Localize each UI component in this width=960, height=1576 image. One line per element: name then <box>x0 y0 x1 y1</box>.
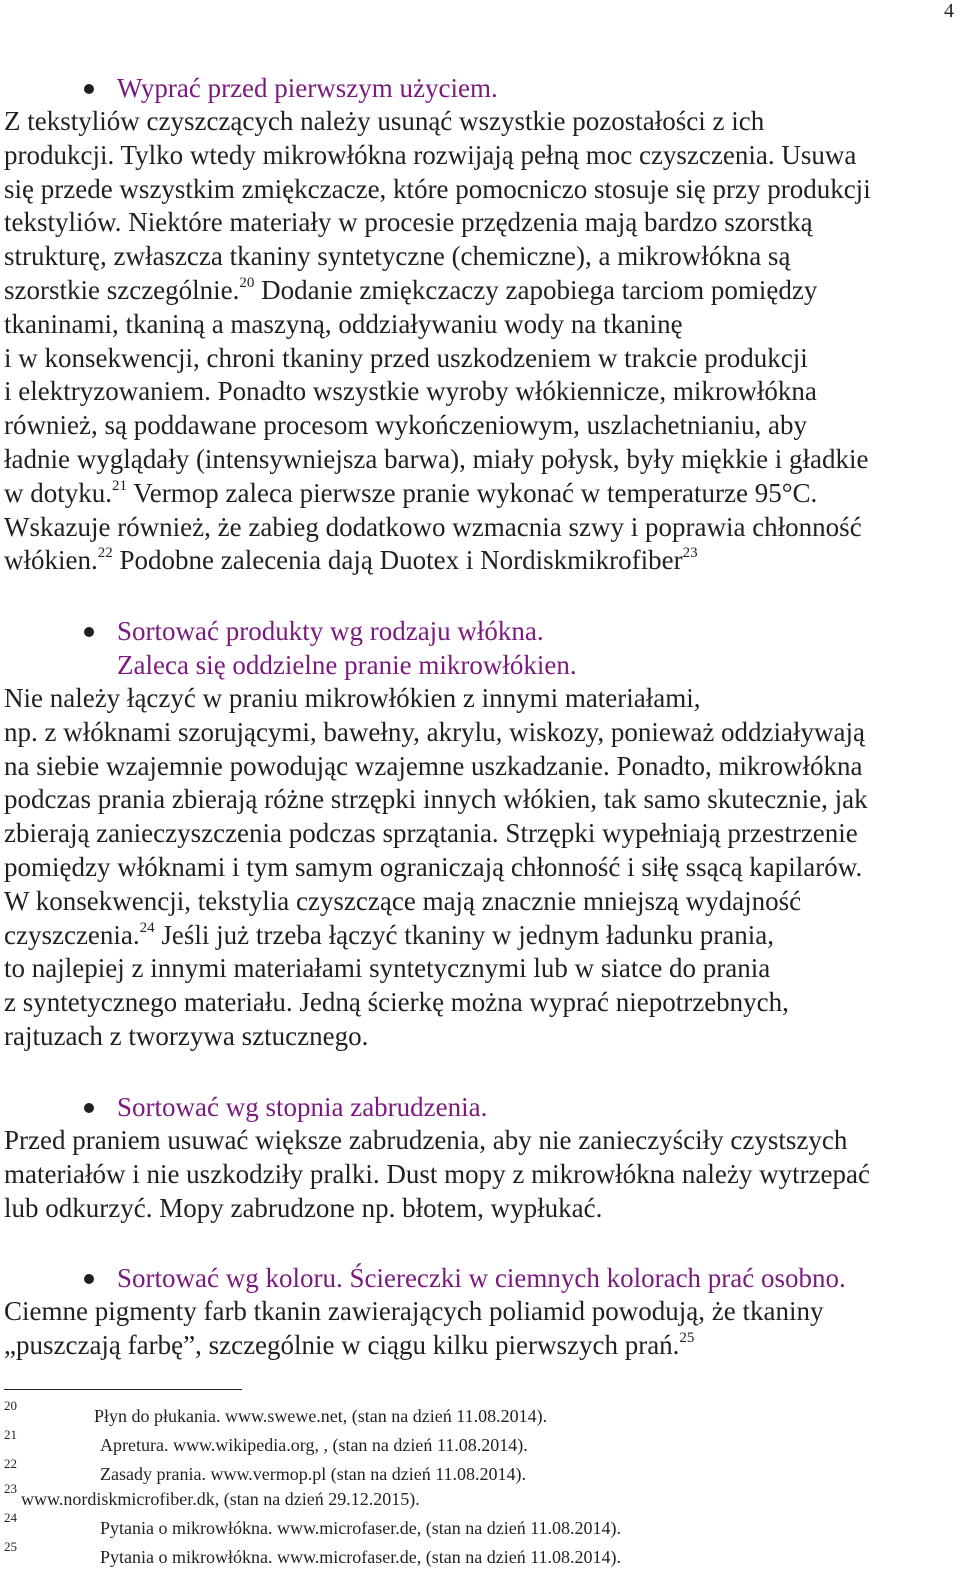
footnote-number: 25 <box>4 1539 17 1554</box>
text-segment: strukturę, zwłaszcza tkaniny syntetyczne (chemiczne), a mikrowłókna są <box>4 241 791 272</box>
bullet-subheading: Zaleca się oddzielne pranie mikrowłókien. <box>117 650 577 680</box>
text-line <box>4 409 956 443</box>
bullet-heading <box>4 1090 956 1124</box>
text-segment: W konsekwencji, tekstylia czyszczące mają znacznie mniejszą wydajność <box>4 885 802 916</box>
text-segment: Nie należy łączyć w praniu mikrowłókien z innymi materiałami, <box>4 683 701 713</box>
text-segment: również, są poddawane procesom wykończeniowym, uszlachetnianiu, aby <box>4 410 807 441</box>
footnote-text: Pytania o mikrowłókna. www.microfaser.de, (stan na dzień 11.08.2014). <box>100 1518 622 1538</box>
footnote <box>4 1456 527 1485</box>
text-line <box>4 139 956 173</box>
text-line <box>4 783 956 817</box>
text-line <box>4 274 956 308</box>
bullet-heading <box>4 614 956 648</box>
bullet-heading <box>4 71 956 105</box>
text-segment: rajtuzach z tworzywa sztucznego. <box>4 1020 369 1051</box>
paragraph <box>4 1295 956 1363</box>
footnote-ref: 24 <box>139 919 155 936</box>
section-sort-by-fiber <box>4 614 956 1054</box>
text-line <box>4 919 956 953</box>
section-wash-before-use <box>4 71 956 578</box>
text-line <box>4 682 956 716</box>
text-segment: Podobne zalecenia dają Duotex i Nordiskmikrofiber <box>112 545 683 576</box>
footnote-text: Apretura. www.wikipedia.org, , (stan na dzień 11.08.2014). <box>100 1435 528 1455</box>
text-line <box>4 716 956 750</box>
footnote-number: 21 <box>4 1427 17 1442</box>
text-line <box>4 1295 956 1329</box>
text-line <box>4 986 956 1020</box>
footnote-number: 22 <box>4 1456 17 1471</box>
text-line <box>4 477 956 511</box>
text-segment: pomiędzy włóknami i tym samym ograniczają chłonność i siłę ssącą kapilarów. <box>4 851 863 882</box>
bullet-heading-text: Wyprać przed pierwszym użyciem. <box>117 73 498 103</box>
text-segment: lub odkurzyć. Mopy zabrudzone np. błotem, wypłukać. <box>4 1192 603 1223</box>
bullet-icon <box>84 1103 94 1113</box>
text-segment: z syntetycznego materiału. Jedną ścierkę można wyprać niepotrzebnych, <box>4 987 789 1018</box>
text-segment: ładnie wyglądały (intensywniejsza barwa), miały połysk, były miękkie i gładkie <box>4 443 869 474</box>
footnote-ref: 21 <box>112 477 127 494</box>
footnote-text: Zasady prania. www.vermop.pl (stan na dzień 11.08.2014). <box>100 1464 527 1484</box>
text-segment: Ciemne pigmenty farb tkanin zawierających poliamid powodują, że tkaniny <box>4 1296 824 1326</box>
text-segment: włókien. <box>4 545 98 576</box>
text-line <box>4 240 956 274</box>
paragraph <box>4 1124 956 1225</box>
text-line <box>4 308 956 342</box>
text-line <box>4 443 956 477</box>
bullet-heading-text: Sortować wg koloru. Ściereczki w ciemnych kolorach prać osobno. <box>117 1263 846 1293</box>
text-segment: Vermop zaleca pierwsze pranie wykonać w temperaturze 95°C. <box>127 477 818 508</box>
footnote-text: Pytania o mikrowłókna. www.microfaser.de, (stan na dzień 11.08.2014). <box>100 1547 622 1567</box>
bullet-heading-text: Sortować wg stopnia zabrudzenia. <box>117 1092 488 1122</box>
page-number: 4 <box>944 0 954 22</box>
text-segment: materiałów i nie uszkodziły pralki. Dust mopy z mikrowłókna należy wytrzepać <box>4 1158 870 1189</box>
footnote-number: 23 <box>4 1481 17 1496</box>
bullet-icon <box>84 84 94 94</box>
text-line <box>4 750 956 784</box>
paragraph <box>4 105 956 578</box>
text-line <box>4 544 956 578</box>
text-segment: czyszczenia. <box>4 919 140 950</box>
footnote <box>4 1539 622 1568</box>
text-segment: to najlepiej z innymi materiałami syntetycznymi lub w siatce do prania <box>4 953 771 984</box>
text-line <box>4 885 956 919</box>
text-line <box>4 511 956 545</box>
text-segment: w dotyku. <box>4 477 112 508</box>
text-line <box>4 342 956 376</box>
text-segment: się przede wszystkim zmiękczacze, które pomocniczo stosuje się przy produkcji <box>4 173 871 204</box>
text-line <box>4 851 956 885</box>
text-segment: Z tekstyliów czyszczących należy usunąć wszystkie pozostałości z ich <box>4 106 765 136</box>
text-segment: „puszczają farbę”, szczególnie w ciągu kilku pierwszych prań. <box>4 1329 680 1360</box>
text-segment: Wskazuje również, że zabieg dodatkowo wzmacnia szwy i poprawia chłonność <box>4 511 862 542</box>
text-line <box>4 1158 956 1192</box>
footnote-ref: 20 <box>239 274 255 291</box>
text-line <box>4 1192 956 1226</box>
text-segment: i w konsekwencji, chroni tkaniny przed uszkodzeniem w trakcie produkcji <box>4 342 808 373</box>
paragraph <box>4 682 956 1054</box>
footnote-number: 20 <box>4 1398 17 1413</box>
text-segment: zbierają zanieczyszczenia podczas sprzątania. Strzępki wypełniają przestrzenie <box>4 818 858 849</box>
text-line <box>4 1124 956 1158</box>
text-line <box>4 375 956 409</box>
section-sort-by-color <box>4 1261 956 1363</box>
footnote-number: 24 <box>4 1510 17 1525</box>
text-line <box>4 105 956 139</box>
text-segment: tekstyliów. Niektóre materiały w procesie przędzenia mają bardzo szorstką <box>4 207 813 238</box>
text-segment: Przed praniem usuwać większe zabrudzenia, aby nie zanieczyściły czystszych <box>4 1125 848 1155</box>
text-line <box>4 817 956 851</box>
section-sort-by-soiling <box>4 1090 956 1225</box>
footnote-text: www.nordiskmicrofiber.dk, (stan na dzień 29.12.2015). <box>21 1489 420 1509</box>
footnote <box>4 1427 528 1456</box>
text-segment: szorstkie szczególnie. <box>4 274 240 305</box>
footnote-ref: 22 <box>97 545 113 562</box>
footnote-ref: 25 <box>679 1329 695 1346</box>
text-line <box>4 1329 956 1363</box>
footnote-text: Płyn do płukania. www.swewe.net, (stan na dzień 11.08.2014). <box>94 1406 548 1426</box>
text-line <box>4 173 956 207</box>
text-line <box>4 1020 956 1054</box>
footnote <box>4 1510 622 1539</box>
text-segment: podczas prania zbierają różne strzępki innych włókien, tak samo skutecznie, jak <box>4 784 868 815</box>
text-segment: tkaninami, tkaniną a maszyną, oddziaływaniu wody na tkaninę <box>4 308 683 339</box>
footnote <box>4 1398 548 1427</box>
bullet-heading-text: Sortować produkty wg rodzaju włókna. <box>117 616 544 646</box>
text-segment: np. z włóknami szorującymi, bawełny, akrylu, wiskozy, ponieważ oddziaływają <box>4 716 865 747</box>
text-segment: Jeśli już trzeba łączyć tkaniny w jednym ładunku prania, <box>154 919 774 950</box>
footnote-separator <box>4 1389 242 1390</box>
footnote <box>4 1481 420 1510</box>
text-line <box>4 952 956 986</box>
footnote-ref: 23 <box>682 545 698 562</box>
text-segment: na siebie wzajemnie powodując wzajemne uszkadzanie. Ponadto, mikrowłókna <box>4 750 863 781</box>
text-segment: produkcji. Tylko wtedy mikrowłókna rozwijają pełną moc czyszczenia. Usuwa <box>4 139 857 170</box>
bullet-icon <box>84 627 94 637</box>
text-segment: Dodanie zmiękczaczy zapobiega tarciom pomiędzy <box>254 274 818 305</box>
bullet-heading <box>4 1261 956 1295</box>
bullet-icon <box>84 1274 94 1284</box>
text-line <box>4 206 956 240</box>
text-segment: i elektryzowaniem. Ponadto wszystkie wyroby włókiennicze, mikrowłókna <box>4 376 817 407</box>
